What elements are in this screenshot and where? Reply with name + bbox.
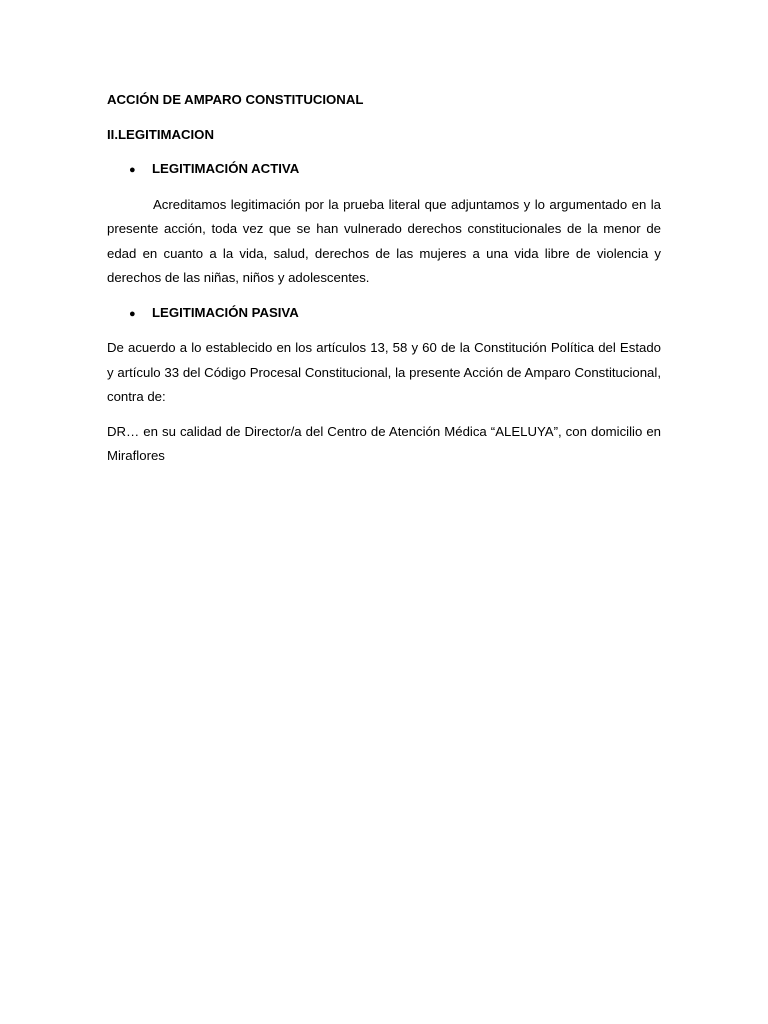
document-page [107,88,661,479]
paragraph-pasiva: De acuerdo a lo establecido en los artículos 13, 58 y 60 de la Constitución Política del Estado y artículo 33 del Código Procesal Constitucional, la presente Acción de Amparo Constitucional, contra de: [107,340,661,404]
bullet-icon: ● [129,307,136,320]
subsection-heading-pasiva [129,301,661,327]
subsection-heading-activa [129,157,661,183]
document-title: ACCIÓN DE AMPARO CONSTITUCIONAL [107,92,364,107]
paragraph-activa: Acreditamos legitimación por la prueba literal que adjuntamos y lo argumentado en la presente acción, toda vez que se han vulnerado derechos constitucionales de la menor de edad en cuanto a la vida, salud, derechos de las mujeres a una vida libre de violencia y derechos de las niñas, niños y adolescentes. [107,196,661,285]
subsection-heading-label: LEGITIMACIÓN ACTIVA [152,161,300,176]
section-heading: II.LEGITIMACION [107,126,214,142]
bullet-icon: ● [129,164,136,176]
subsection-heading-label: LEGITIMACIÓN PASIVA [152,304,299,320]
paragraph-demandado: DR… en su calidad de Director/a del Centro de Atención Médica “ALELUYA”, con domicilio en Miraflores [107,423,661,463]
